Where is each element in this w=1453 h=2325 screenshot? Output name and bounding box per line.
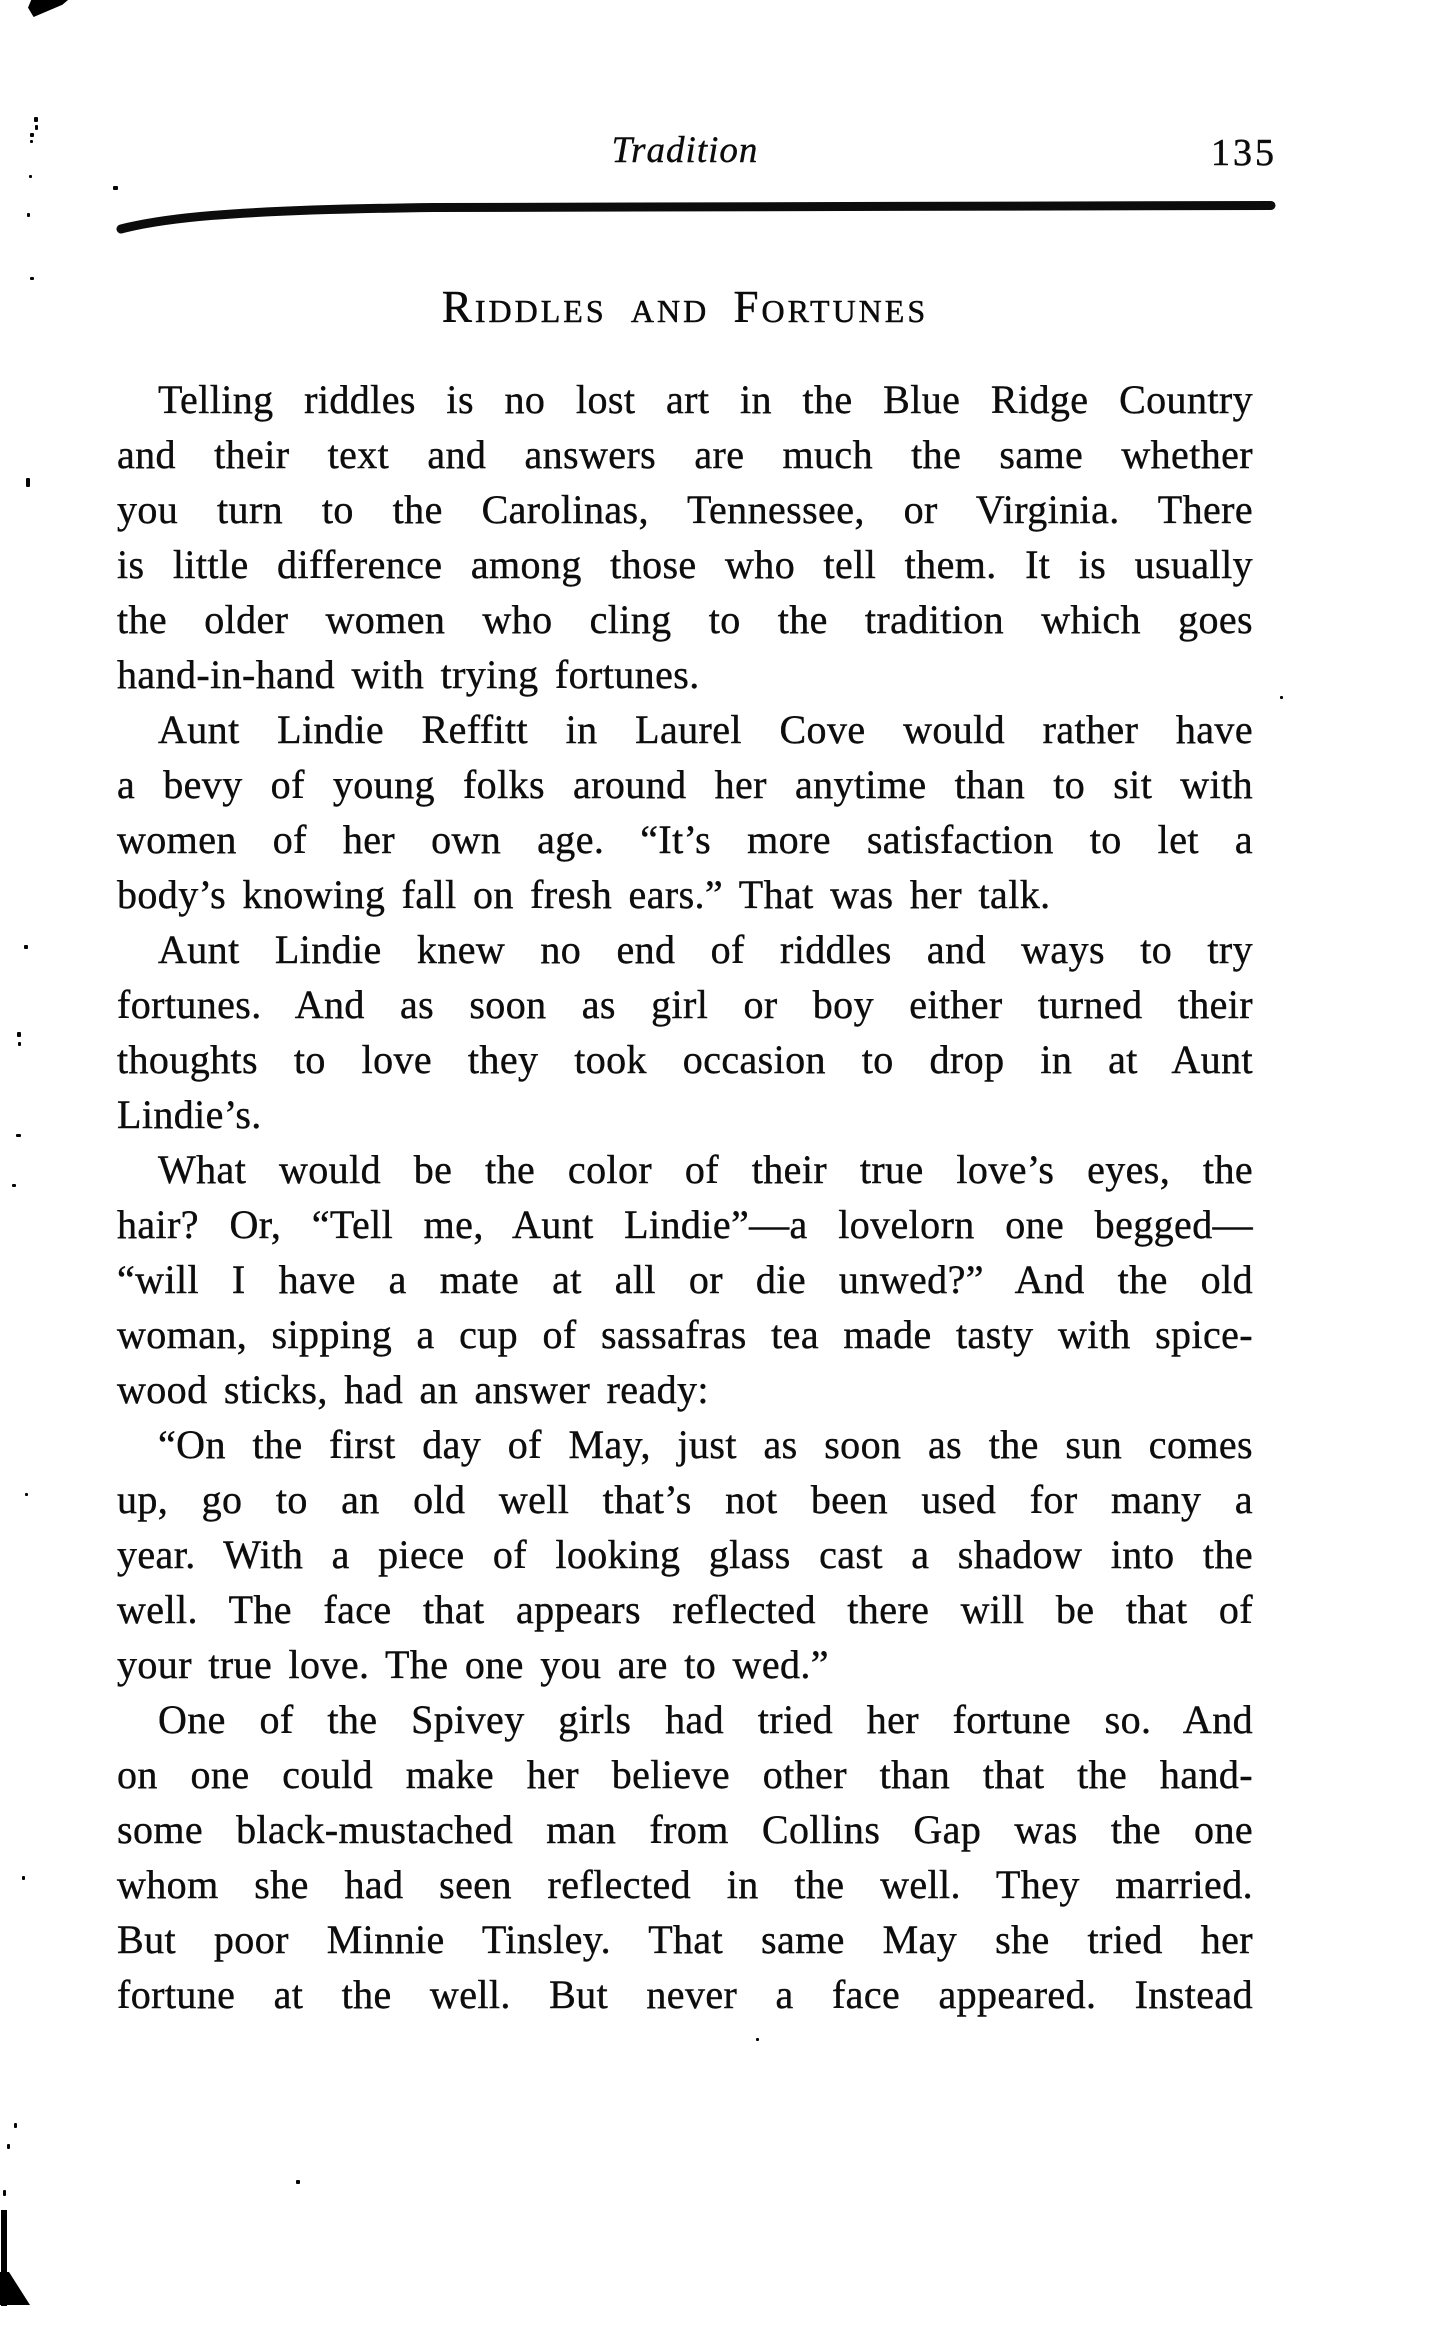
scan-speck [296, 2180, 300, 2184]
text-line: “will I have a mate at all or die unwed?” And the old [117, 1257, 1253, 1302]
scan-speck [26, 478, 30, 487]
scan-speck [14, 2123, 17, 2128]
text-line: What would be the color of their true love’s eyes, the [158, 1147, 1253, 1192]
running-header [117, 130, 1277, 180]
text-line: wood sticks, had an answer ready: [117, 1367, 709, 1412]
text-line: Lindie’s. [117, 1092, 262, 1137]
section-heading: Riddles and Fortunes [441, 282, 929, 332]
scan-speck [3, 2190, 6, 2196]
scan-speck [12, 1184, 16, 1187]
body-text [117, 372, 1253, 2022]
scan-artifact-corner-wedge [28, 0, 68, 17]
text-line: Aunt Lindie Reffitt in Laurel Cove would rather have [158, 707, 1253, 752]
scan-speck [35, 125, 38, 130]
scan-speck [29, 175, 32, 178]
scan-speck [34, 117, 38, 122]
text-line: Aunt Lindie knew no end of riddles and ways to try [158, 927, 1253, 972]
scan-speck [22, 1876, 25, 1880]
text-line: hand-in-hand with trying fortunes. [117, 652, 700, 697]
text-line: year. With a piece of looking glass cast a shadow into the [117, 1532, 1253, 1577]
text-line: Telling riddles is no lost art in the Blue Ridge Country [158, 377, 1253, 422]
text-line: and their text and answers are much the same whether [117, 432, 1253, 477]
text-line: body’s knowing fall on fresh ears.” That was her talk. [117, 872, 1051, 917]
scan-speck [27, 213, 30, 217]
scan-speck [16, 1134, 21, 1137]
text-line: some black-mustached man from Collins Gap was the one [117, 1807, 1253, 1852]
scan-speck [24, 945, 28, 949]
text-line: whom she had seen reflected in the well. They married. [117, 1862, 1253, 1907]
text-line: fortune at the well. But never a face appeared. Instead [117, 1972, 1253, 2017]
scan-speck [756, 2038, 759, 2041]
scan-speck [25, 1493, 28, 1496]
text-line: women of her own age. “It’s more satisfaction to let a [117, 817, 1253, 862]
scan-speck [113, 186, 118, 190]
text-line: a bevy of young folks around her anytime than to sit with [117, 762, 1253, 807]
text-line: up, go to an old well that’s not been used for many a [117, 1477, 1253, 1522]
scan-speck [30, 140, 33, 143]
text-line: thoughts to love they took occasion to drop in at Aunt [117, 1037, 1253, 1082]
scan-speck [1280, 696, 1283, 699]
text-line: your true love. The one you are to wed.” [117, 1642, 829, 1687]
text-line: One of the Spivey girls had tried her fortune so. And [158, 1697, 1253, 1742]
scan-speck [30, 277, 34, 280]
page-number: 135 [1211, 132, 1277, 174]
text-line: you turn to the Carolinas, Tennessee, or Virginia. There [117, 487, 1253, 532]
text-line: well. The face that appears reflected there will be that of [117, 1587, 1253, 1632]
text-line: on one could make her believe other than that the hand- [117, 1752, 1253, 1797]
text-line: “On the first day of May, just as soon as the sun comes [158, 1422, 1253, 1467]
text-line: the older women who cling to the tradition which goes [117, 597, 1253, 642]
text-line: But poor Minnie Tinsley. That same May she tried her [117, 1917, 1253, 1962]
scan-speck [30, 133, 34, 137]
scan-speck [17, 1032, 21, 1037]
text-line: hair? Or, “Tell me, Aunt Lindie”—a lovelorn one begged— [117, 1202, 1253, 1247]
text-line: woman, sipping a cup of sassafras tea made tasty with spice- [117, 1312, 1253, 1357]
header-rule [105, 196, 1285, 240]
running-title: Tradition [611, 130, 759, 171]
scan-speck [7, 2144, 10, 2149]
scan-artifact-edge-streak-foot [0, 2272, 30, 2305]
text-line: fortunes. And as soon as girl or boy either turned their [117, 982, 1253, 1027]
text-line: is little difference among those who tell them. It is usually [117, 542, 1253, 587]
scan-speck [18, 1042, 21, 1046]
